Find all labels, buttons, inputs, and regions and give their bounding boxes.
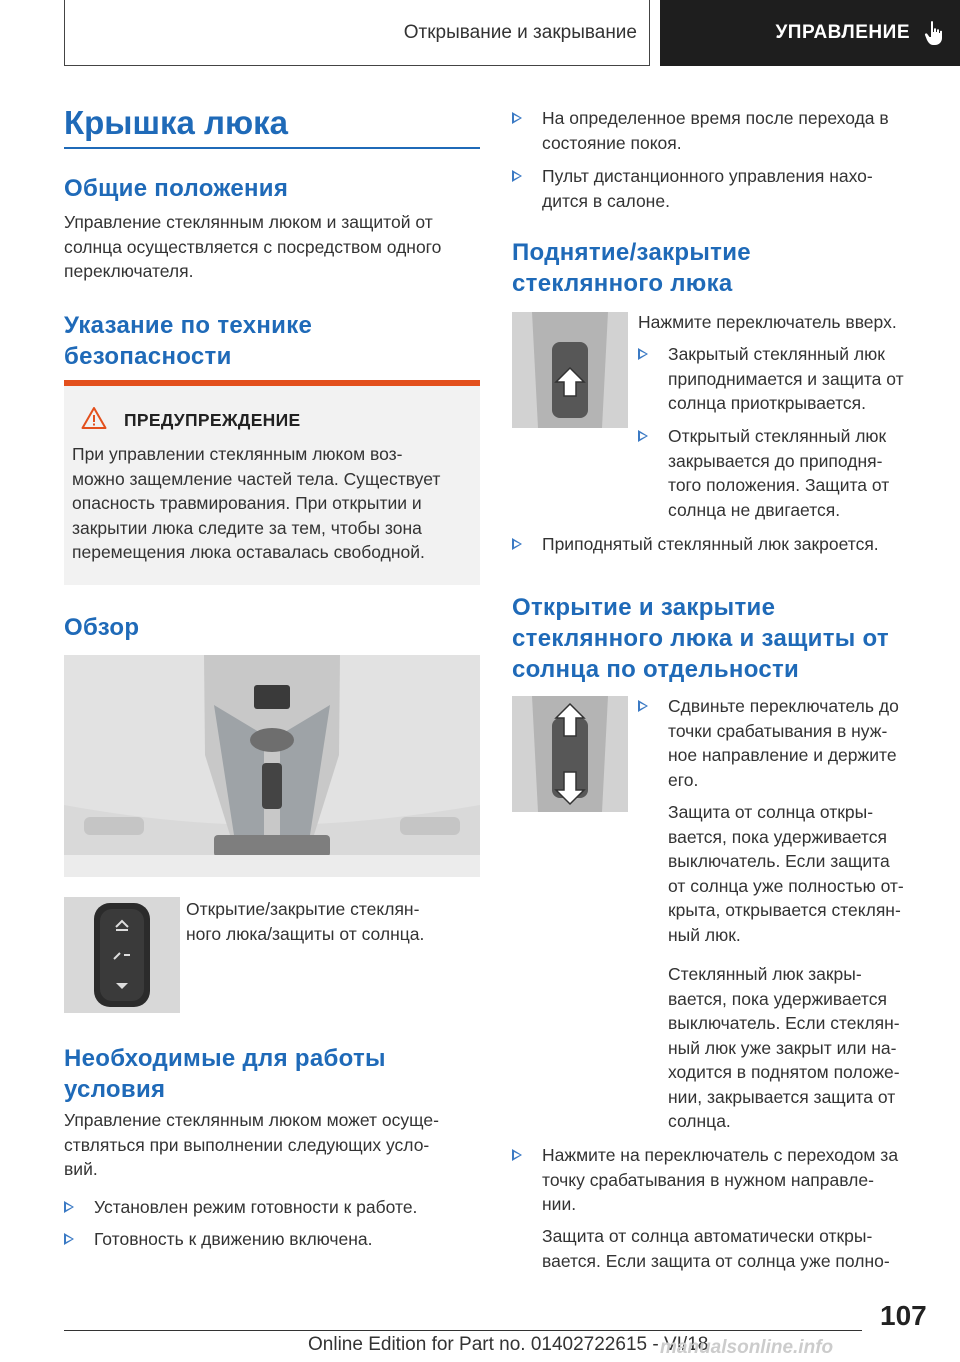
- sep-para-3: Защита от солнца автоматически откры- вается. Если защита от солнца уже полно-: [542, 1226, 890, 1271]
- list-item: На определенное время после перехода в состояние покоя.: [512, 106, 928, 155]
- raise-text: Нажмите переключатель вверх.: [638, 312, 897, 332]
- bullet-triangle-icon: [512, 112, 522, 124]
- roof-console-photo: [64, 655, 480, 877]
- heading-general: Общие положения: [64, 175, 289, 202]
- conditions-text: Управление стеклянным люком может осуще- ствляться при выполнении следующих усло- вий.: [64, 1110, 439, 1179]
- bullet-triangle-icon: [64, 1201, 74, 1213]
- chapter-tab[interactable]: [660, 0, 960, 66]
- switch-caption: Открытие/закрытие стеклян- ного люка/защиты от солнца.: [186, 899, 425, 944]
- heading-overview: Обзор: [64, 614, 140, 641]
- bullet-triangle-icon: [512, 538, 522, 550]
- section-title: Открывание и закрывание: [64, 0, 650, 66]
- warning-box: [64, 380, 480, 585]
- title-rule: [64, 147, 480, 149]
- page-header: [64, 0, 960, 66]
- list-item: Нажмите на переключатель с переходом за точку срабатывания в нужном направле- нии.: [512, 1143, 932, 1217]
- list-item: Пульт дистанционного управления нахо- дится в салоне.: [512, 164, 928, 213]
- bullet-triangle-icon: [638, 348, 648, 360]
- heading-raise: Поднятие/закрытие стеклянного люка: [512, 239, 751, 297]
- bullet-triangle-icon: [64, 1233, 74, 1245]
- watermark: manualsonline.info: [660, 1337, 834, 1358]
- bullet-triangle-icon: [512, 170, 522, 182]
- edition-text: Online Edition for Part no. 01402722615 - VI/18: [308, 1334, 709, 1355]
- list-item: Сдвиньте переключатель до точки срабатывания в нуж- ное направление и держите его.: [638, 694, 938, 792]
- warning-title: ПРЕДУПРЕЖДЕНИЕ: [124, 410, 301, 430]
- warning-triangle-icon: [81, 406, 107, 430]
- chapter-title: УПРАВЛЕНИЕ: [775, 22, 910, 43]
- general-text: Управление стеклянным люком и защитой от солнца осуществляется с посредством одного переключателя.: [64, 212, 442, 281]
- sep-para-2: Стеклянный люк закры- вается, пока удерживается выключатель. Если стеклян- ный люк уже закрыт или на- ходится в поднятом положе- нии, закрывается защита от солнца.: [668, 964, 900, 1131]
- separate-switch-photo: [512, 696, 628, 812]
- raise-switch-photo: [512, 312, 628, 428]
- heading-separate: Открытие и закрытие стеклянного люка и защиты от солнца по отдельности: [512, 594, 889, 683]
- hand-pointer-icon: [924, 20, 946, 46]
- bullet-triangle-icon: [512, 1149, 522, 1161]
- sep-para-1: Защита от солнца откры- вается, пока удерживается выключатель. Если защита от солнца уже полностью от- крыта, открывается стеклян- ный люк.: [668, 802, 904, 945]
- page-title: Крышка люка: [64, 104, 289, 141]
- list-item: Закрытый стеклянный люк приподнимается и защита от солнца приоткрывается.: [638, 342, 938, 416]
- page-number: 107: [880, 1300, 927, 1331]
- warning-text: При управлении стеклянным люком воз- можно защемление частей тела. Существует опасность травмирования. При открытии и закрытии люка следите за тем, чтобы зона перемещения люка оставалась свободной.: [72, 444, 441, 562]
- list-item: Открытый стеклянный люк закрывается до приподня- того положения. Защита от солнца не двигается.: [638, 424, 938, 522]
- footer-rule: [64, 1330, 862, 1331]
- bullet-triangle-icon: [638, 700, 648, 712]
- bullet-triangle-icon: [638, 430, 648, 442]
- switch-closeup-photo: [64, 897, 180, 1013]
- heading-safety: Указание по технике безопасности: [64, 312, 313, 370]
- heading-conditions: Необходимые для работы условия: [64, 1045, 386, 1103]
